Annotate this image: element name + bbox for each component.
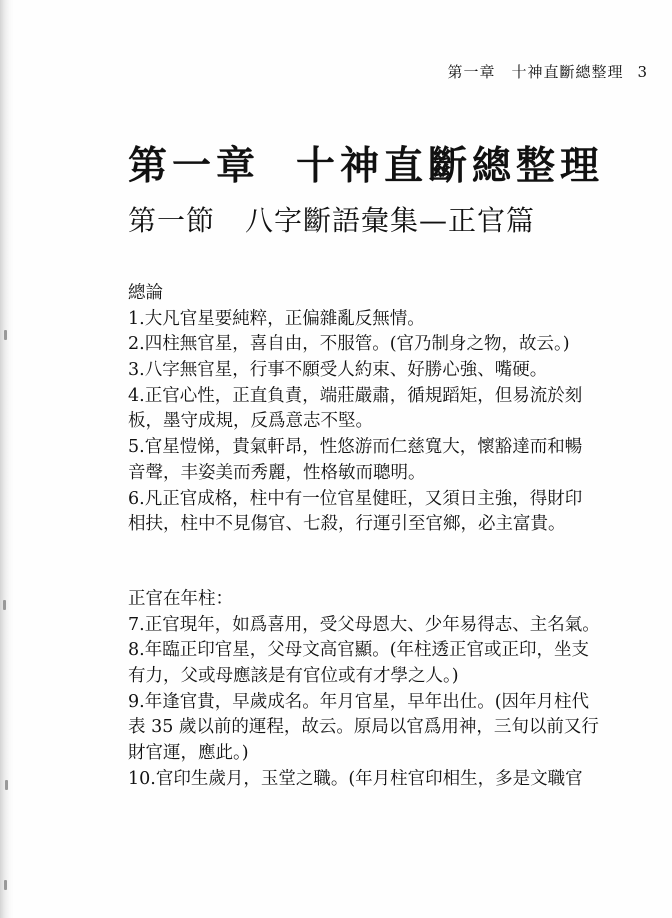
text-line: 2.四柱無官星，喜自由，不服管。(官乃制身之物，故云。): [128, 334, 570, 355]
text-line: 有力，父或母應該是有官位或有才學之人。): [128, 666, 459, 687]
scan-speck: [5, 780, 8, 790]
text-line: 板，墨守成規，反爲意志不堅。: [128, 411, 373, 432]
text-line: 財官運，應此。): [128, 743, 249, 764]
text-line: 6.凡正官成格，柱中有一位官星健旺，又須日主強，得財印: [128, 488, 583, 509]
section-heading: 總論: [128, 283, 163, 303]
section-general: [128, 281, 638, 538]
running-header: [447, 61, 648, 82]
section-title: [128, 203, 535, 239]
text-line: 音聲，丰姿美而秀麗，性格敏而聰明。: [128, 462, 426, 483]
page-number: 3: [637, 63, 648, 81]
scan-speck: [4, 880, 7, 890]
section-title-text: 八字斷語彙集—正官篇: [245, 204, 536, 237]
section-label: 第一節: [128, 204, 216, 237]
scan-speck: [3, 600, 6, 610]
text-line: 9.年逢官貴，早歲成名。年月官星，早年出仕。(因年月柱代: [128, 691, 590, 712]
text-line: 7.正官現年，如爲喜用，受父母恩大、少年易得志、主名氣。: [128, 614, 600, 635]
text-line: 8.年臨正印官星，父母文高官顯。(年柱透正官或正印，坐支: [128, 640, 590, 661]
running-header-title: 第一章 十神直斷總整理: [447, 63, 624, 81]
text-line: 5.官星愷悌，貴氣軒昂，性悠游而仁慈寬大，懷豁達而和暢: [128, 437, 583, 458]
text-line: 4.正官心性，正直負責，端莊嚴肅，循規蹈矩，但易流於刻: [128, 385, 583, 406]
chapter-title-text: 十神直斷總整理: [296, 143, 605, 189]
chapter-label: 第一章: [128, 143, 261, 189]
text-line: 表 35 歲以前的運程，故云。原局以官爲用神，三旬以前又行: [128, 717, 599, 738]
chapter-title: [128, 142, 604, 190]
section-heading: 正官在年柱：: [128, 589, 233, 609]
text-line: 3.八字無官星，行事不願受人約束、好勝心強、嘴硬。: [128, 360, 548, 381]
text-line: 10.官印生歲月，玉堂之職。(年月柱官印相生，多是文職官: [128, 768, 583, 789]
text-line: 1.大凡官星要純粹，正偏雜亂反無情。: [128, 308, 425, 329]
section-year-pillar: [128, 587, 638, 793]
scan-speck: [4, 330, 7, 340]
text-line: 相扶，柱中不見傷官、七殺，行運引至官鄉，必主富貴。: [128, 514, 566, 535]
